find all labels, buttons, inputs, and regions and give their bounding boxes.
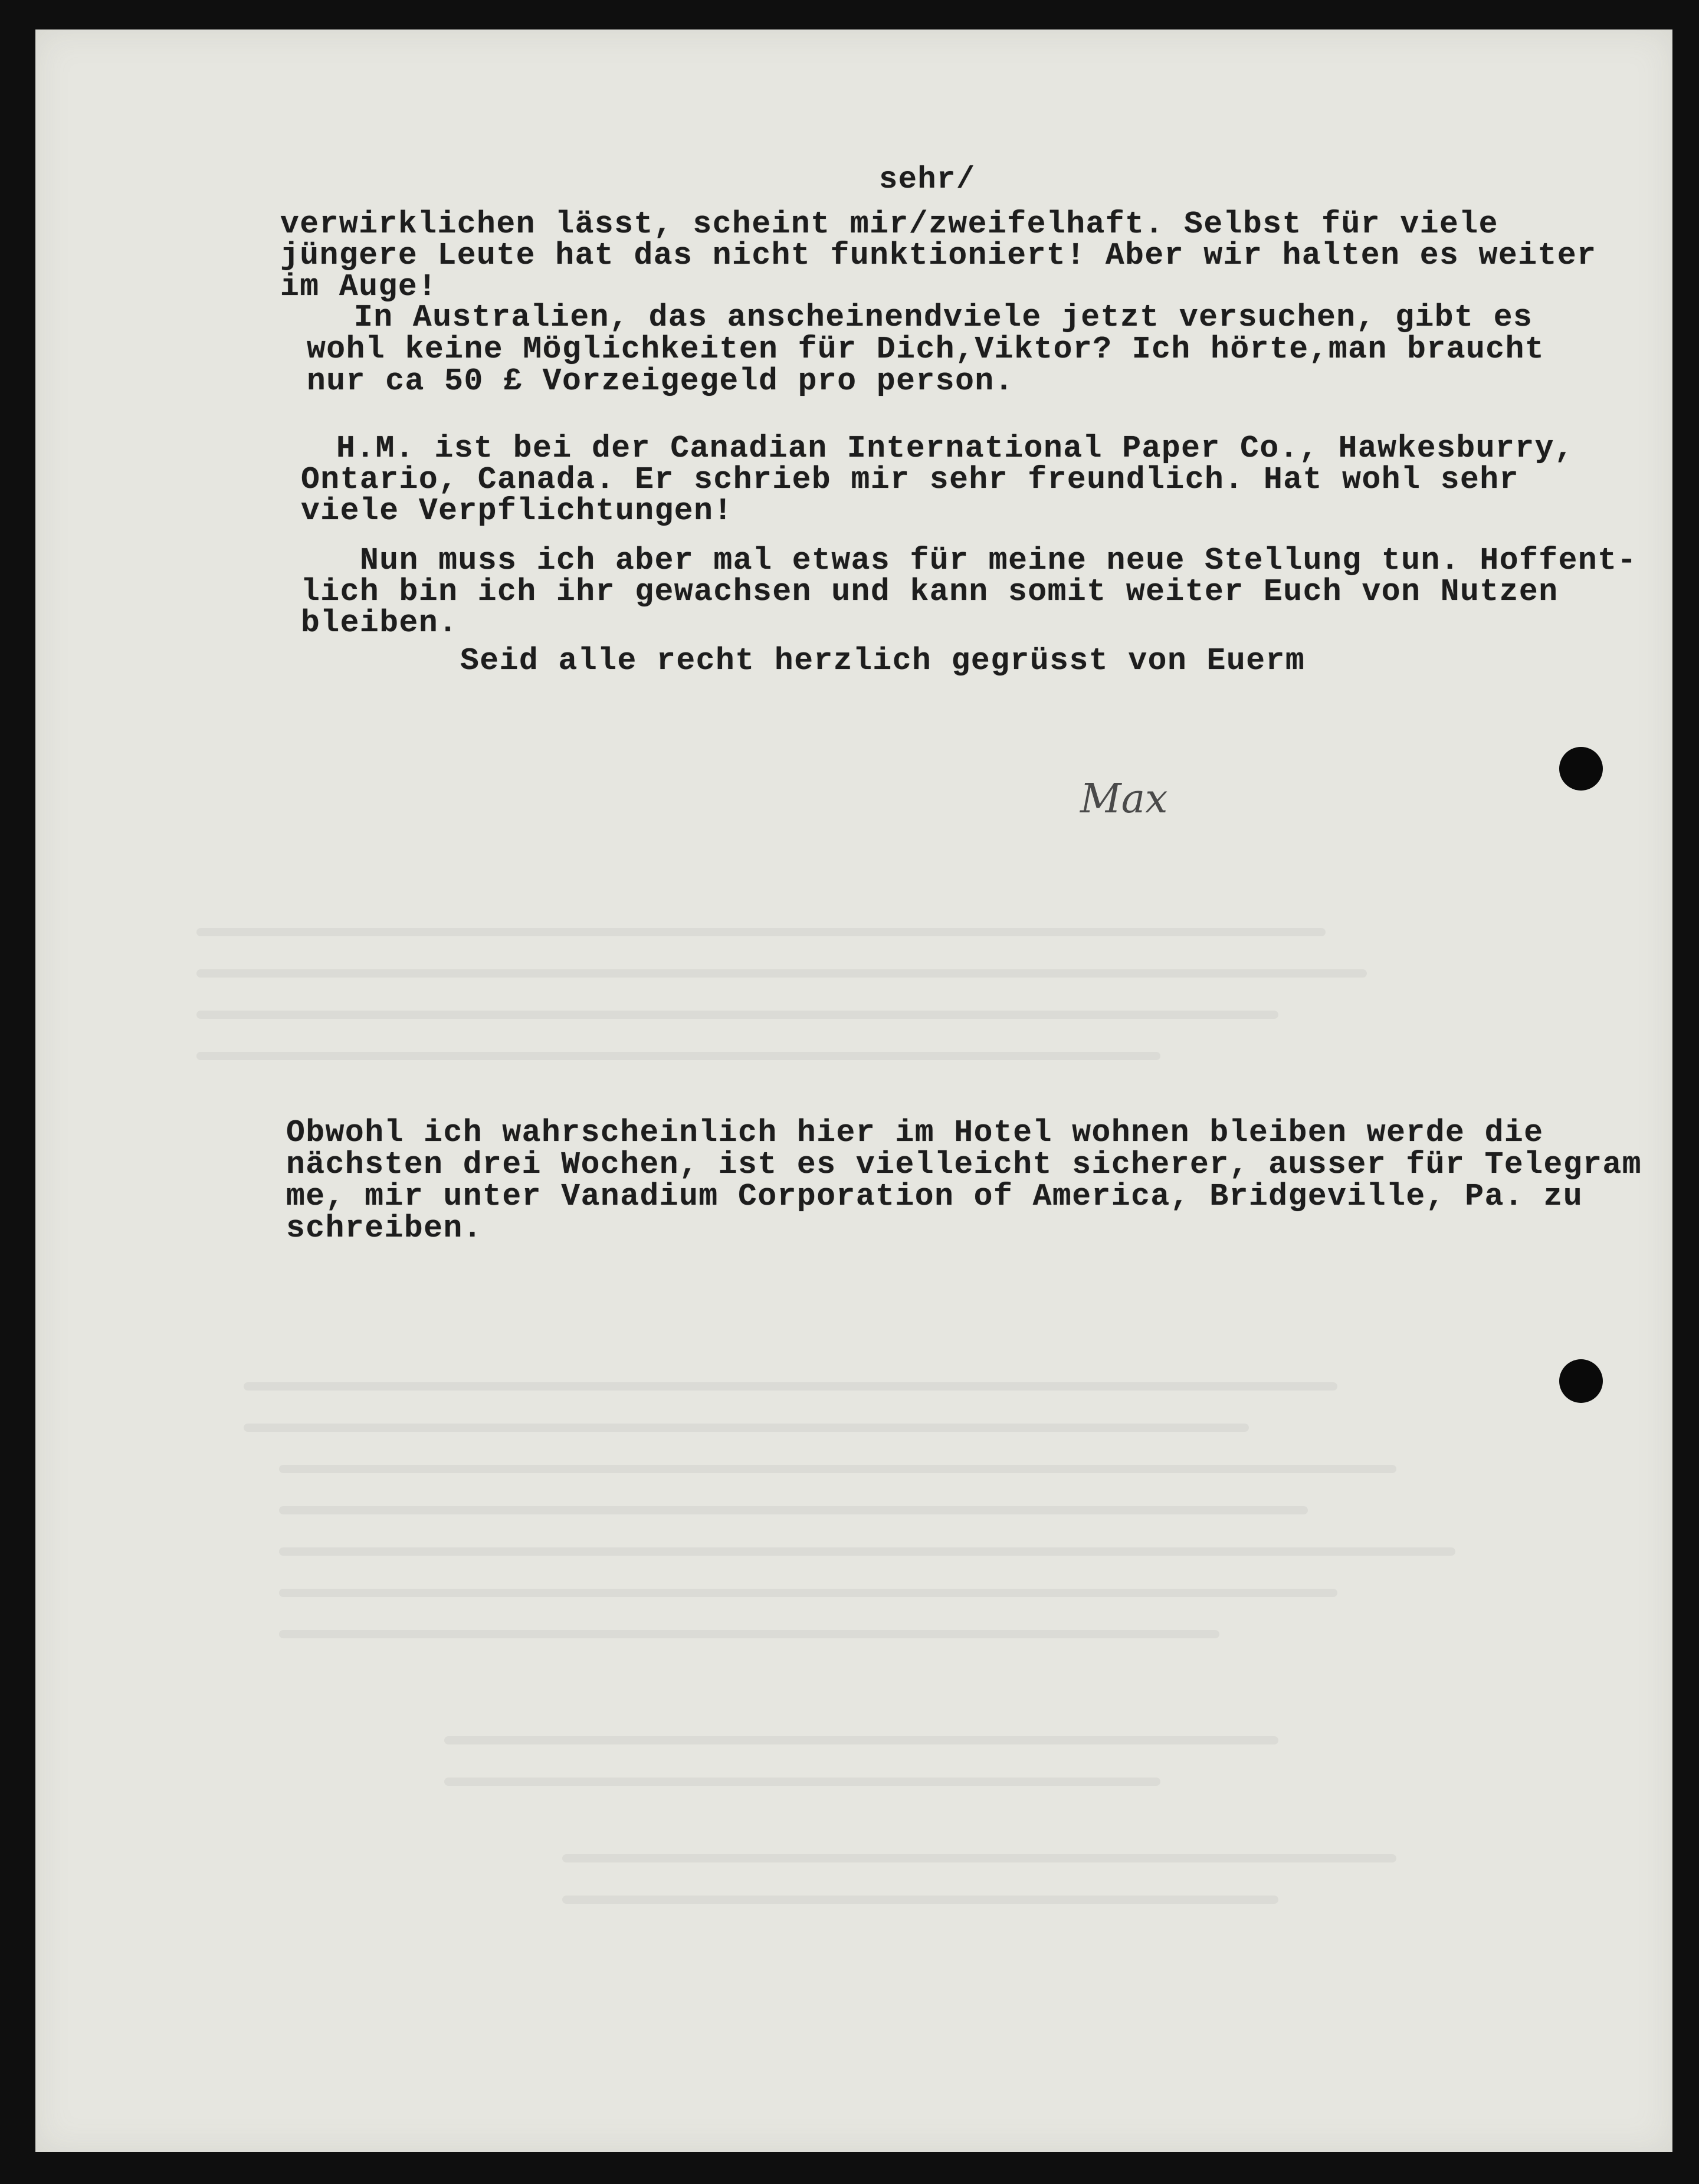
insertion-mark: sehr/	[879, 162, 976, 197]
paragraph-3-line-3: viele Verpflichtungen!	[301, 493, 733, 529]
punch-hole-top	[1559, 747, 1603, 791]
signature-text: Max	[1080, 776, 1168, 822]
paragraph-4-line-2: lich bin ich ihr gewachsen und kann somit weiter Euch von Nutzen	[301, 574, 1559, 609]
postscript-line-1: Obwohl ich wahrscheinlich hier im Hotel wohnen bleiben werde die	[286, 1115, 1544, 1150]
paragraph-4-line-3: bleiben.	[301, 605, 458, 641]
closing-line: Seid alle recht herzlich gegrüsst von Euerm	[460, 643, 1306, 678]
paragraph-2-line-1: In Australien, das anscheinendviele jetzt versuchen, gibt es	[354, 300, 1533, 335]
paragraph-1-line-3: im Auge!	[280, 269, 438, 304]
postscript-line-3: me, mir unter Vanadium Corporation of America, Bridgeville, Pa. zu	[286, 1179, 1583, 1214]
paragraph-1-line-1: verwirklichen lässt, scheint mir/zweifelhaft. Selbst für viele	[280, 206, 1498, 242]
punch-hole-bottom	[1559, 1359, 1603, 1403]
postscript-line-2: nächsten drei Wochen, ist es vielleicht sicherer, ausser für Telegram	[286, 1147, 1642, 1182]
letter-page	[35, 29, 1672, 2152]
paragraph-3-line-1: H.M. ist bei der Canadian International Paper Co., Hawkesburry,	[336, 431, 1575, 466]
paragraph-3-line-2: Ontario, Canada. Er schrieb mir sehr freundlich. Hat wohl sehr	[301, 462, 1519, 497]
paragraph-2-line-3: nur ca 50 £ Vorzeigegeld pro person.	[307, 363, 1014, 399]
handwritten-signature	[1077, 770, 1230, 835]
postscript-line-4: schreiben.	[286, 1211, 483, 1246]
paragraph-1-line-2: jüngere Leute hat das nicht funktioniert! Aber wir halten es weiter	[280, 238, 1597, 273]
paragraph-4-line-1: Nun muss ich aber mal etwas für meine neue Stellung tun. Hoffent-	[360, 543, 1637, 578]
paragraph-2-line-2: wohl keine Möglichkeiten für Dich,Viktor? Ich hörte,man braucht	[307, 332, 1545, 367]
